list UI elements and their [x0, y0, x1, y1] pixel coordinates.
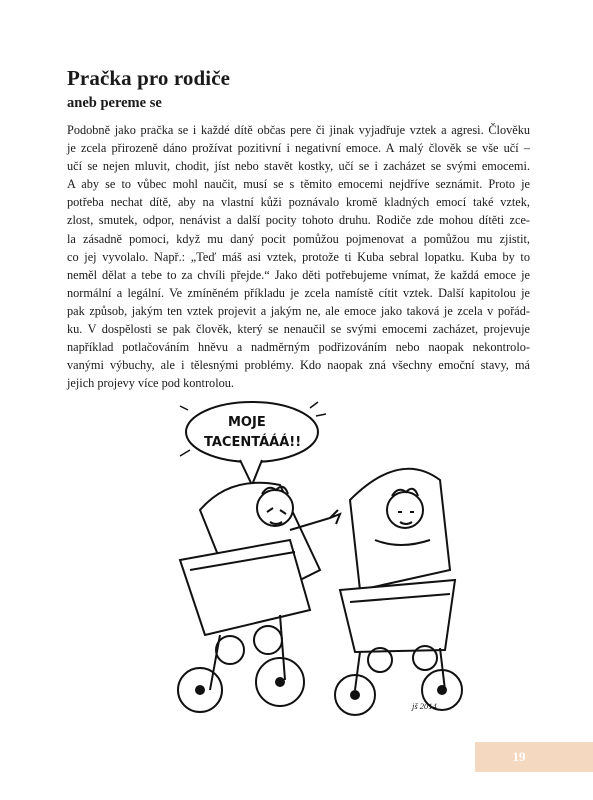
speech-bubble-text: TACENTÁÁÁ!!	[204, 435, 302, 450]
text-line: zlost, smutek, odpor, nenávist a další pocity tohoto druhu. Rodiče zde mohou dítěti zce-	[67, 213, 530, 228]
page-number: 19	[512, 749, 526, 764]
text-line: vanými výbuchy, ale i tělesnými problémy. Kdo naopak zná všechny emoční stavy, má	[67, 358, 530, 373]
artist-signature: jš 2014	[412, 701, 437, 711]
page-title: Pračka pro rodiče	[67, 66, 231, 90]
speech-bubble-text: MOJE	[228, 415, 266, 430]
text-line: pak způsob, jakým ten vztek projevit a jakým ne, ale emoce jako taková je zcela v pořád-	[67, 303, 530, 318]
text-line: jejich projevy více pod kontrolou.	[67, 376, 234, 391]
text-line: je zcela přirozeně dáno prožívat pozitivní i negativní emoce. A malý člověk se vše učí –	[67, 141, 530, 156]
speech-bubble	[180, 402, 326, 485]
text-line: Podobně jako pračka se i každé dítě občas pere či jinak vyjadřuje vztek a agresi. Člověku	[67, 123, 530, 137]
prams-illustration	[170, 390, 470, 725]
text-line: například potlačováním hněvu a nadměrným podřizováním nebo naopak nekontrolo-	[67, 340, 530, 355]
text-line: potřeba nechat dítě, aby na vlastní kůži poznávalo kromě kladných emocí také vztek,	[67, 195, 530, 210]
text-line: normální a legální. Ve zmíněném příkladu je zcela namístě cítit vztek. Další kapitolou je	[67, 285, 530, 300]
text-line: co jej vyvolalo. Např.: „Teď máš asi vztek, protože ti Kuba sebral lopatku. Kuba by to	[67, 249, 530, 264]
page-subtitle: aneb pereme se	[67, 95, 162, 111]
text-line: la zásadně pomoci, když mu daný pocit pomůžou pojmenovat a pomůžou mu zjistit,	[67, 231, 530, 246]
right-pram	[335, 469, 462, 715]
body-paragraph	[67, 121, 530, 392]
left-pram	[178, 483, 340, 712]
text-line: ku. V dospělosti se pak člověk, který se nenaučil se svými emocemi zacházet, projevuje	[67, 322, 530, 337]
text-line: učí se nejen mluvit, chodit, jíst nebo stavět kostky, učí se i zacházet se svými emocemi.	[67, 159, 530, 174]
text-line: A aby se to vůbec mohl naučit, musí se s těmito emocemi nejdříve seznámit. Proto je	[67, 177, 530, 192]
page-number-tab	[475, 742, 593, 772]
text-line: neměl dělat a tebe to za chvíli přejde.“ Jako děti potřebujeme vnímat, že každá emoce je	[67, 267, 530, 282]
